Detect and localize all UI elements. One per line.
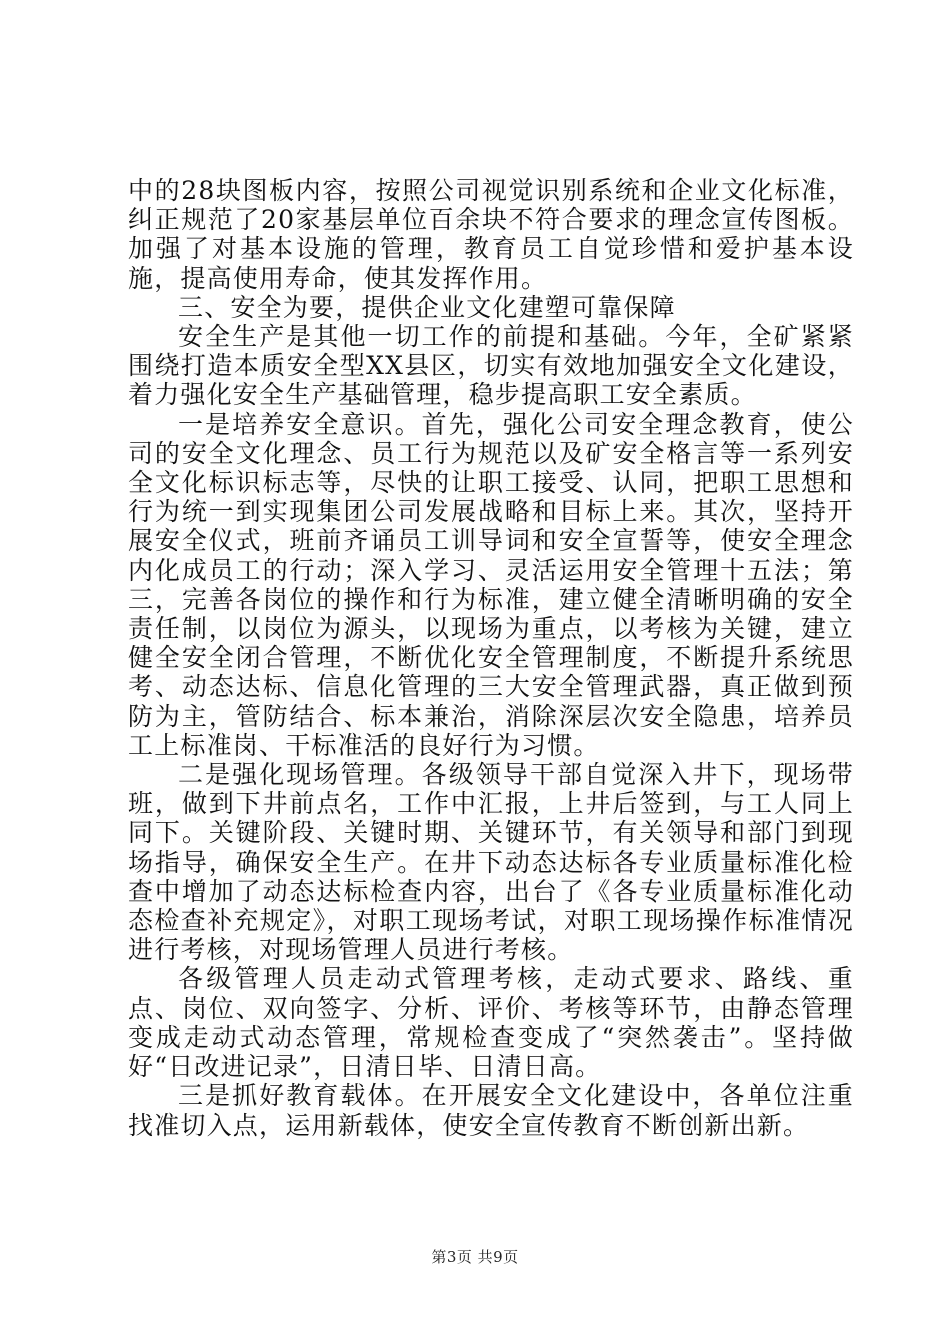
- paragraph: 三是抓好教育载体。在开展安全文化建设中，各单位注重找准切入点，运用新载体，使安全宣传教育不断创新出新。: [128, 1081, 854, 1140]
- paragraph: 各级管理人员走动式管理考核，走动式要求、路线、重点、岗位、双向签字、分析、评价、考核等环节，由静态管理变成走动式动态管理，常规检查变成了“突然袭击”。坚持做好“日改进记录”，日清日毕、日清日高。: [128, 964, 854, 1082]
- paragraph: 二是强化现场管理。各级领导干部自觉深入井下，现场带班，做到下井前点名，工作中汇报，上井后签到，与工人同上同下。关键阶段、关键时期、关键环节，有关领导和部门到现场指导，确保安全生产。在井下动态达标各专业质量标准化检查中增加了动态达标检查内容，出台了《各专业质量标准化动态检查补充规定》，对职工现场考试，对职工现场操作标准情况进行考核，对现场管理人员进行考核。: [128, 760, 854, 965]
- paragraph: 安全生产是其他一切工作的前提和基础。今年，全矿紧紧围绕打造本质安全型XX县区，切实有效地加强安全文化建设，着力强化安全生产基础管理，稳步提高职工安全素质。: [128, 322, 854, 410]
- section-heading: 三、安全为要，提供企业文化建塑可靠保障: [178, 292, 676, 322]
- document-body: [128, 176, 854, 1140]
- page-number: 第3页 共9页: [431, 1248, 519, 1266]
- paragraph-continuation: 中的28块图板内容，按照公司视觉识别系统和企业文化标准，纠正规范了20家基层单位百余块不符合要求的理念宣传图板。加强了对基本设施的管理，教育员工自觉珍惜和爱护基本设施，提高使用寿命，使其发挥作用。: [128, 176, 854, 293]
- paragraph: 一是培养安全意识。首先，强化公司安全理念教育，使公司的安全文化理念、员工行为规范以及矿安全格言等一系列安全文化标识标志等，尽快的让职工接受、认同，把职工思想和行为统一到实现集团公司发展战略和目标上来。其次，坚持开展安全仪式，班前齐诵员工训导词和安全宣誓等，使安全理念内化成员工的行动；深入学习、灵活运用安全管理十五法；第三，完善各岗位的操作和行为标准，建立健全清晰明确的安全责任制，以岗位为源头，以现场为重点，以考核为关键，建立健全安全闭合管理，不断优化安全管理制度，不断提升系统思考、动态达标、信息化管理的三大安全管理武器，真正做到预防为主，管防结合、标本兼治，消除深层次安全隐患，培养员工上标准岗、干标准活的良好行为习惯。: [128, 409, 854, 760]
